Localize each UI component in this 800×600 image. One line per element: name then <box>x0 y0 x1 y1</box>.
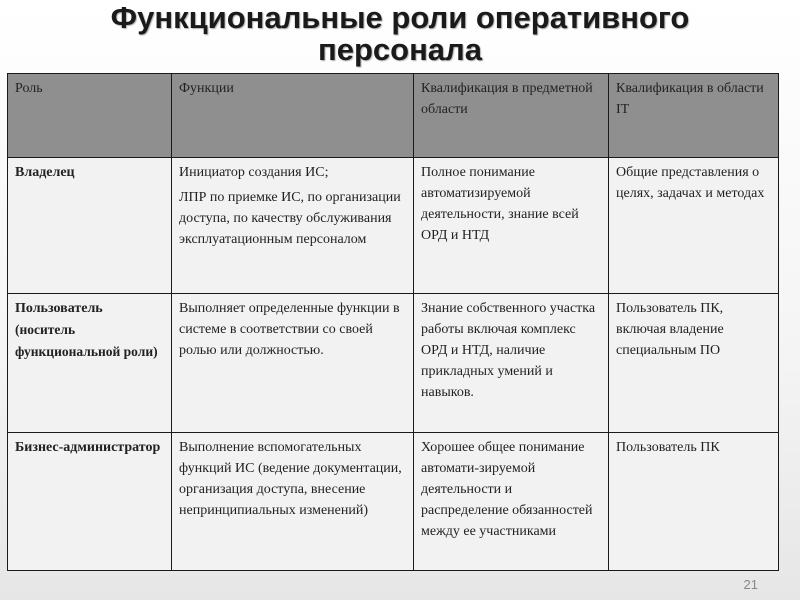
role-name: Бизнес-администратор <box>15 440 161 455</box>
domain-qualification-cell: Полное понимание автоматизируемой деятельности, знание всей ОРД и НТД <box>414 158 609 294</box>
header-functions: Функции <box>172 74 414 158</box>
table-row-owner <box>8 158 779 294</box>
function-item: Выполнение вспомогательных функций ИС (ведение документации, организация доступа, внесение непринципиальных изменений) <box>179 440 402 518</box>
function-item: ЛПР по приемке ИС, по организации доступа, по качеству обслуживания эксплуатационным персоналом <box>179 190 401 247</box>
slide-title-line-1: Функциональные роли оперативного <box>110 0 690 35</box>
slide-title <box>0 2 800 66</box>
role-name: Пользователь <box>15 301 103 316</box>
function-item: Инициатор создания ИС; <box>179 165 329 180</box>
function-item: Выполняет определенные функции в системе в соответствии со своей ролью или должностью. <box>179 301 400 358</box>
table-row-business-admin <box>8 433 779 571</box>
table-row-user <box>8 294 779 433</box>
header-it-qualification: Квалификация в области IT <box>609 74 779 158</box>
roles-table <box>7 73 779 571</box>
header-domain-qualification: Квалификация в предметной области <box>414 74 609 158</box>
it-qualification-cell: Общие представления о целях, задачах и методах <box>609 158 779 294</box>
header-role: Роль <box>8 74 172 158</box>
slide-title-line-2: персонала <box>318 32 482 67</box>
role-cell <box>8 433 172 571</box>
functions-cell <box>172 294 414 433</box>
role-cell <box>8 294 172 433</box>
domain-qualification-cell: Хорошее общее понимание автомати-зируемой деятельности и распределение обязанностей между ее участниками <box>414 433 609 571</box>
it-qualification-cell: Пользователь ПК <box>609 433 779 571</box>
functions-cell <box>172 158 414 294</box>
role-note: (носитель функциональной роли) <box>15 322 158 359</box>
table-header-row <box>8 74 779 158</box>
role-cell <box>8 158 172 294</box>
functions-cell <box>172 433 414 571</box>
page-number: 21 <box>743 577 758 592</box>
it-qualification-cell: Пользователь ПК, включая владение специальным ПО <box>609 294 779 433</box>
domain-qualification-cell: Знание собственного участка работы включая комплекс ОРД и НТД, наличие прикладных умений и навыков. <box>414 294 609 433</box>
role-name: Владелец <box>15 165 75 180</box>
